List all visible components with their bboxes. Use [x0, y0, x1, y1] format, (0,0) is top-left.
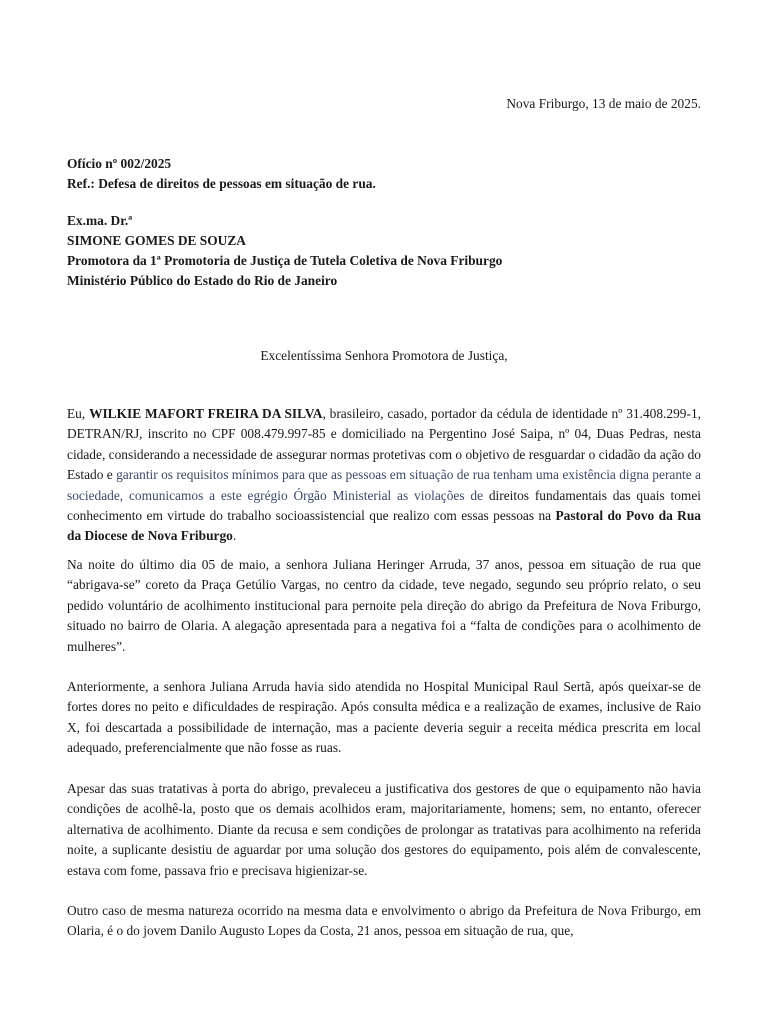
reference-header	[67, 154, 701, 194]
office-number: Ofício nº 002/2025	[67, 156, 172, 171]
reference-line: Ref.: Defesa de direitos de pessoas em situação de rua.	[67, 176, 376, 191]
salutation: Excelentíssima Senhora Promotora de Justiça,	[260, 348, 508, 363]
date-line: Nova Friburgo, 13 de maio de 2025.	[506, 96, 701, 111]
body-paragraph-3: Anteriormente, a senhora Juliana Arruda havia sido atendida no Hospital Municipal Raul Sertã, após queixar-se de fortes dores no peito e dificuldades de respiração. Após consulta médica e a realização de exames, inclusive de Raio X, foi descartada a possibilidade de internação, mas a paciente deveria seguir a receita médica prescrita em local adequado, preferencialmente que não fosse as ruas.	[67, 679, 701, 756]
body-paragraph-1	[67, 404, 701, 547]
body-paragraph-4: Apesar das suas tratativas à porta do abrigo, prevaleceu a justificativa dos gestores de que o equipamento não havia condições de acolhê-la, posto que os demais acolhidos eram, majoritariamente, homens; sem, no entanto, oferecer alternativa de acolhimento. Diante da recusa e sem condições de prolongar as tratativas para acolhimento na referida noite, a suplicante desistiu de aguardar por uma solução dos gestores do equipamento, pois além de convalescente, estava com fome, passava frio e precisava higienizar-se.	[67, 781, 701, 878]
highlighted-text: garantir os requisitos mínimos para que as pessoas em situação de rua tenham uma existência digna perante a sociedade, comunicamos a este egrégio Órgão Ministerial as violações de	[67, 467, 701, 503]
letter-page	[67, 0, 701, 1024]
paragraph-text-a: , brasileiro, casado, portador da cédula de identidade nº 31.408.299-1, DETRAN/RJ, inscrito no CPF 008.479.997-85 e domiciliado na Pergentino José Saipa, nº 04, Duas Pedras, nesta cidade, considerando a necessidade de assegurar normas protetivas com o objetivo de resguardar o cidadão da ação do Estado e	[67, 406, 701, 483]
body-paragraph-2: Na noite do último dia 05 de maio, a senhora Juliana Heringer Arruda, 37 anos, pessoa em situação de rua que “abrigava-se” coreto da Praça Getúlio Vargas, no centro da cidade, teve negado, segundo seu próprio relato, o seu pedido voluntário de acolhimento institucional para pernoite pela direção do abrigo da Prefeitura de Nova Friburgo, situado no bairro de Olaria. A alegação apresentada para a negativa foi a “falta de condições para o acolhimento de mulheres”.	[67, 557, 701, 654]
author-name: WILKIE MAFORT FREIRA DA SILVA	[89, 406, 323, 421]
paragraph-end: .	[232, 528, 237, 544]
organization-name: Pastoral do Povo da Rua da Diocese de Nova Friburgo	[67, 508, 701, 544]
recipient-role: Promotora da 1ª Promotoria de Justiça de Tutela Coletiva de Nova Friburgo	[67, 253, 503, 268]
recipient-title: Ex.ma. Dr.ª	[67, 213, 133, 228]
recipient-block	[67, 211, 701, 291]
recipient-institution: Ministério Público do Estado do Rio de Janeiro	[67, 273, 338, 288]
recipient-name: SIMONE GOMES DE SOUZA	[67, 233, 246, 248]
paragraph-lead: Eu,	[67, 406, 90, 421]
paragraph-text-b: direitos fundamentais das quais tomei conhecimento em virtude do trabalho socioassistencial que realizo com essas pessoas na	[67, 487, 701, 524]
body-paragraph-5: Outro caso de mesma natureza ocorrido na mesma data e envolvimento o abrigo da Prefeitura de Nova Friburgo, em Olaria, é o do jovem Danilo Augusto Lopes da Costa, 21 anos, pessoa em situação de rua, que,	[67, 903, 701, 939]
